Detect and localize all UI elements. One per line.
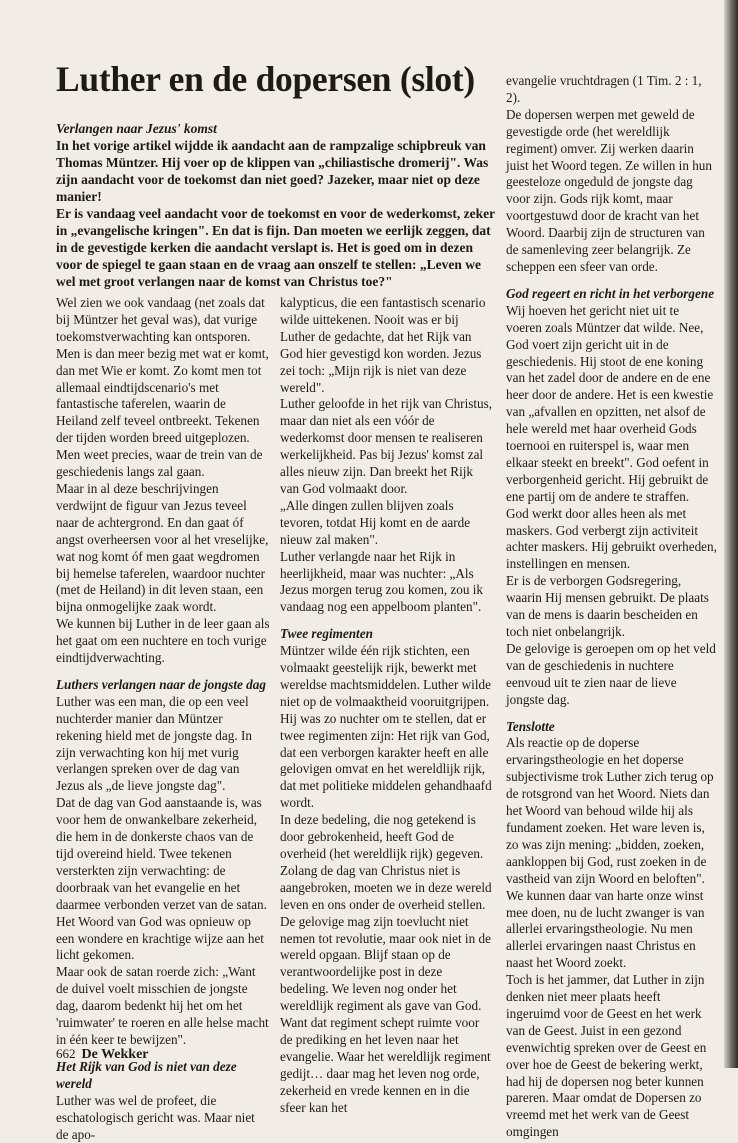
page-number: 662 [56, 1046, 76, 1061]
section-heading: God regeert en richt in het verborgene [506, 285, 715, 301]
text-column-1 [56, 295, 270, 1143]
paragraph: Müntzer wilde één rijk stichten, een volmaakt geestelijk rijk, bewerkt met wereldse machtsmiddelen. Luther wilde niet op de volmaaktheid vooruitgrijpen. [280, 643, 491, 709]
paragraph: Luther was een man, die op een veel nuchterder manier dan Müntzer rekening hield met de jongste dag. In zijn verwachting kon hij met vurig verlangen spreken over de dag van Jezus als „de lieve jongste dag". [56, 693, 252, 794]
paragraph: In deze bedeling, die nog getekend is door gebrokenheid, heeft God de overheid (het wereldlijk rijk) gegeven. Zolang de dag van Christus niet is aangebroken, moeten we in deze wereld leven en ons onder de overheid stellen. [280, 812, 492, 912]
paragraph: Als reactie op de doperse ervaringstheologie en het doperse subjectivisme trok Luther zich terug op de rotsgrond van het Woord. Niets dan het Woord van behoud wilde hij als fundament zoeken. Het ware leven is, zo was zijn mening: „bidden, zoeken, aankloppen bij God, rust zoeken in de vastheid van zijn Woord en beloften". We kunnen daar van harte onze winst mee doen, nu de lucht zwanger is van allerlei ervaringstheologie. Nu men allerlei ervaringen naast Christus en naast het Woord zoekt. [506, 735, 714, 971]
section-heading: Tenslotte [506, 718, 555, 734]
paragraph: Luther verlangde naar het Rijk in heerlijkheid, maar was nuchter: „Als Jezus morgen terug zou komen, zou ik vandaag nog een appelboom planten". [280, 548, 484, 615]
paragraph: Hij was zo nuchter om te stellen, dat er twee regimenten zijn: Het rijk van God, dat een verborgen karakter heeft en alle gelovigen omvat en het wereldlijk rijk, dat met politieke middelen gehandhaafd wordt. [280, 710, 492, 811]
paragraph: Luther geloofde in het rijk van Christus, maar dan niet als een vóór de wederkomst door mensen te realiseren werkelijkheid. Pas bij Jezus' komst zal alles nieuw zijn. Dan breekt het Rijk van God volmaakt door. [280, 396, 493, 496]
paragraph: Dat de dag van God aanstaande is, was voor hem de onwankelbare zekerheid, die hem in de donkerste chaos van de tijd overeind hield. Twee tekenen versterkten zijn verwachting: de doorbraak van het evangelie en het daarmee verbonden verzet van de satan. Het Woord van God was opnieuw op een wondere en krachtige wijze aan het licht gekomen. [56, 795, 267, 963]
paragraph: Maar in al deze beschrijvingen verdwijnt de figuur van Jezus teveel naar de achtergrond. En dan gaat óf angst overheersen voor al het vreselijke, wat nog komt óf men gaat wegdromen bij hemelse taferelen, waardoor nuchter (met de Heiland) in dit leven staan, een bijna onmogelijke zaak wordt. [56, 480, 269, 615]
magazine-name: De Wekker [81, 1047, 149, 1062]
section-heading: Het Rijk van God is niet van deze wereld [56, 1058, 237, 1091]
intro-paragraph: In het vorige artikel wijdde ik aandacht aan de rampzalige schipbreuk van Thomas Müntzer. Hij voer op de klippen van „chiliastische dromerij". Was zijn aandacht voor de toekomst dan niet goed? Jazeker, maar niet op deze manier! [56, 138, 489, 204]
paragraph: Maar ook de satan roerde zich: „Want de duivel voelt misschien de jongste dag, daarom bedenkt hij het om het 'ruimwater' te roeren en alle helse macht in één keer te bewijzen". [56, 964, 269, 1047]
paragraph: De gelovige is geroepen om op het veld van de geschiedenis in nuchtere eenvoud uit te zien naar de lieve jongste dag. [506, 640, 716, 707]
intro-block [56, 120, 500, 290]
paragraph: „Alle dingen zullen blijven zoals tevoren, totdat Hij komt en de aarde nieuw zal maken". [280, 497, 471, 547]
paragraph: Luther was wel de profeet, die eschatologisch gericht was. Maar niet de apo- [56, 1092, 255, 1142]
paragraph: Er is de verborgen Godsregering, waarin Hij mensen gebruikt. De plaats van de mens is daarin bescheiden en toch niet onbelangrijk. [506, 573, 709, 639]
paragraph: evangelie vruchtdragen (1 Tim. 2 : 1, 2). [506, 73, 702, 105]
paragraph: God werkt door alles heen als met maskers. God verbergt zijn activiteit achter maskers. Hij gebruikt overheden, instellingen en mensen. [506, 505, 717, 572]
paragraph: We kunnen bij Luther in de leer gaan als het gaat om een nuchtere en toch vurige eindtijdverwachting. [56, 616, 270, 666]
section-heading: Twee regimenten [280, 626, 373, 642]
page-binding-edge [724, 0, 738, 1068]
paragraph: De gelovige mag zijn toevlucht niet nemen tot revolutie, maar ook niet in de wereld opgaan. Blijf staan op de verantwoordelijke post in deze bedeling. We leven nog onder het wereldlijk regiment als gave van God. Want dat regiment schept ruimte voor de prediking en het leven naar het evangelie. Waar het wereldlijk regiment gedijt… daar mag het leven nog orde, zekerheid en vrede kennen en in die sfeer kan het [280, 913, 491, 1115]
paragraph: Wij hoeven het gericht niet uit te voeren zoals Müntzer dat wilde. Nee, God voert zijn gericht uit in de geschiedenis. Hij stoot de ene koning van het zadel door de andere en de ene heer door de andere. Het is een kwestie van „afvallen en opzitten, net alsof de hele wereld met haar overheid Gods toernooi en ruiterspel is, waar men elkaar steekt en breekt". God oefent in verborgenheid gericht. Hij gebruikt de ene partij om de andere te straffen. [506, 302, 714, 504]
article-title: Luther en de dopersen (slot) [56, 59, 475, 99]
intro-subheading: Verlangen naar Jezus' komst [56, 121, 217, 136]
intro-paragraph: Er is vandaag veel aandacht voor de toekomst en voor de wederkomst, zeker in „evangelische kringen". En dat is fijn. Dan moeten we eerlijk zeggen, dat in de gevestigde kerken die aandacht verslapt is. Het is goed om in dezen voor de spiegel te gaan staan en de vraag aan onszelf te stellen: „Leven we wel met groot verlangen naar de komst van Christus toe?" [56, 206, 495, 289]
page-footer [56, 1046, 149, 1063]
paragraph: De dopersen werpen met geweld de gevestigde orde (het wereldlijk regiment) omver. Zij werken daarin juist het Woord tegen. Ze willen in hun geesteloze ongeduld de jongste dag voor zijn. Gods rijk komt, maar voortgestuwd door de kracht van het Woord. Daarbij zijn de structuren van de samenleving zeer belangrijk. Ze scheppen een sfeer van orde. [506, 106, 712, 274]
paragraph: Wel zien we ook vandaag (net zoals dat bij Müntzer het geval was), dat vurige toekomstverwachting kan ontsporen. Men is dan meer bezig met wat er komt, dan met Wie er komt. Zo komt men tot allemaal eindtijdscenario's met fantastische taferelen, waarin de Heiland zelf teveel ontbreekt. Tekenen der tijden worden breed uitgeplozen. Men weet precies, waar de trein van de geschiedenis langs zal gaan. [56, 295, 269, 480]
paragraph: Toch is het jammer, dat Luther in zijn denken niet meer plaats heeft ingeruimd voor de Geest en het werk van de Geest. Juist in een gezond evenwichtig spreken over de Geest en over hoe de Geest de bekering werkt, had hij de dopersen nog beter kunnen pareren. Maar omdat de Dopersen zo vreemd met het werk van de Geest omgingen [506, 972, 707, 1140]
paragraph: kalypticus, die een fantastisch scenario wilde uittekenen. Nooit was er bij Luther de gedachte, dat het Rijk van God hier gevestigd kon worden. Jezus zei toch: „Mijn rijk is niet van deze wereld". [280, 295, 486, 395]
text-column-3 [506, 73, 718, 1141]
section-heading: Luthers verlangen naar de jongste dag [56, 676, 266, 692]
text-column-2 [280, 295, 494, 1117]
